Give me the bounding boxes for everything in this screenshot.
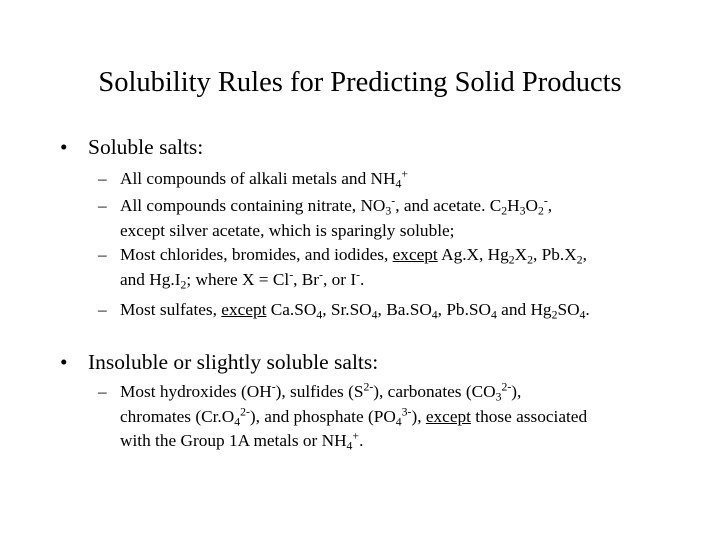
text-run-sub: 2	[537, 204, 544, 218]
text-run-sub: 2	[180, 278, 187, 292]
text-run-sub: 4	[346, 439, 353, 453]
bullet-dot: •	[60, 350, 68, 374]
text-run: ,	[582, 245, 587, 264]
sub-item-line	[120, 219, 454, 244]
text-run: ),	[411, 406, 426, 426]
text-run-sub: 2	[508, 253, 515, 267]
text-run: All compounds containing nitrate, NO	[120, 196, 386, 215]
text-run: ,	[547, 196, 553, 215]
text-run-sub: 4	[431, 308, 438, 322]
dash-marker: –	[98, 300, 107, 319]
text-run: X	[514, 245, 528, 264]
text-run-sub: 4	[395, 415, 402, 429]
text-run-u: except	[392, 245, 438, 264]
sub-item-line	[120, 380, 521, 405]
text-run-sup: 3-	[401, 405, 412, 419]
text-run-sup: +	[352, 429, 360, 443]
text-run: except silver acetate, which is sparingly soluble;	[120, 220, 455, 240]
text-run: ), sulfides (S	[275, 382, 364, 401]
sub-item-line	[120, 167, 408, 192]
text-run: ; where X = Cl	[186, 269, 290, 289]
bullet-dot: •	[60, 135, 68, 159]
text-run: , or I	[322, 269, 357, 289]
text-run-sub: 4	[371, 308, 378, 322]
text-run: SO	[557, 300, 580, 319]
text-run-sub: 3	[495, 390, 502, 404]
text-run: , Ba.SO	[377, 300, 432, 319]
text-run-sup: 2-	[501, 380, 512, 394]
text-run: H	[507, 196, 520, 215]
text-run-sub: 2	[527, 253, 534, 267]
dash-marker: –	[98, 382, 107, 401]
bullet-heading: Soluble salts:	[88, 135, 204, 159]
text-run-sub: 4	[316, 308, 323, 322]
text-run-u: except	[425, 406, 471, 426]
slide-title: Solubility Rules for Predicting Solid Products	[98, 67, 622, 98]
dash-marker: –	[98, 196, 107, 215]
text-run-sub: 2	[501, 204, 508, 218]
text-run-sub: 2	[576, 253, 583, 267]
text-run-sup: 2-	[240, 405, 250, 419]
text-run: those associated	[470, 406, 588, 426]
text-run-sup: -	[543, 194, 548, 208]
text-run: ),	[511, 382, 522, 401]
text-run: Ca.SO	[266, 300, 317, 319]
text-run-sup: -	[319, 268, 323, 282]
text-run: chromates (Cr.O	[120, 406, 235, 426]
text-run: , and acetate. C	[395, 196, 502, 215]
text-run-sup: -	[271, 380, 276, 394]
text-run-sub: 3	[519, 204, 526, 218]
text-run: Most hydroxides (OH	[120, 382, 272, 401]
text-run-sub: 4	[579, 308, 586, 322]
sub-item-line	[120, 405, 587, 430]
text-run-sub: 4	[490, 308, 497, 322]
text-run-u: except	[221, 300, 267, 319]
text-run: .	[360, 269, 365, 289]
text-run-sup: -	[356, 268, 361, 282]
text-run-sub: 2	[551, 308, 558, 322]
text-run: ), carbonates (CO	[373, 382, 496, 401]
sub-item-line	[120, 268, 364, 293]
dash-marker: –	[98, 245, 107, 264]
text-run-sub: 3	[385, 204, 392, 218]
text-run-sup: -	[391, 194, 396, 208]
sub-item-line	[120, 298, 590, 323]
text-run: ), and phosphate (PO	[249, 406, 396, 426]
text-run: , Br	[293, 269, 320, 289]
sub-item-line	[120, 243, 587, 268]
bullet-heading: Insoluble or slightly soluble salts:	[88, 350, 379, 374]
sub-item-line	[120, 194, 552, 219]
text-run: with the Group 1A metals or NH	[120, 431, 347, 450]
text-run-sub: 4	[395, 177, 402, 191]
text-run: and Hg	[496, 300, 552, 319]
sub-item-line	[120, 429, 363, 454]
text-run: O	[525, 196, 538, 215]
text-run: , Pb.SO	[437, 300, 491, 319]
text-run-sub: 4	[234, 415, 241, 429]
text-run: and Hg.I	[120, 269, 181, 289]
dash-marker: –	[98, 169, 107, 188]
text-run: Most sulfates,	[120, 300, 222, 319]
text-run: .	[585, 300, 590, 319]
text-run: Most chlorides, bromides, and iodides,	[120, 245, 393, 264]
text-run: .	[359, 431, 364, 450]
text-run: All compounds of alkali metals and NH	[120, 169, 396, 188]
text-run: , Sr.SO	[322, 300, 372, 319]
text-run: Ag.X, Hg	[437, 245, 509, 264]
text-run-sup: +	[401, 167, 409, 181]
text-run-sup: 2-	[363, 380, 374, 394]
text-run-sup: -	[289, 268, 294, 282]
text-run: , Pb.X	[533, 245, 577, 264]
